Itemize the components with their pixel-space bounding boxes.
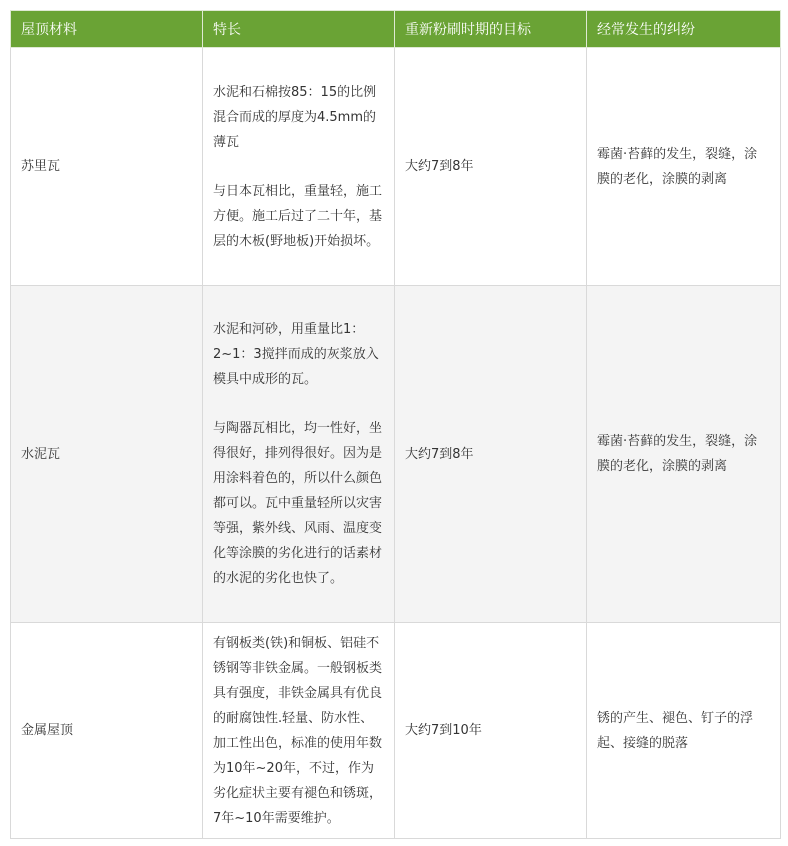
roof-material-table-container bbox=[10, 10, 780, 839]
roof-material-table bbox=[10, 10, 781, 839]
table-header bbox=[11, 11, 781, 48]
table-row bbox=[11, 623, 781, 839]
cell-feature bbox=[203, 623, 395, 839]
feature-paragraph: 与陶器瓦相比，均一性好，坐得很好，排列得很好。因为是用涂料着色的，所以什么颜色都可以。瓦中重量轻所以灾害等强，紫外线、风雨、温度变化等涂膜的劣化进行的话素材的水泥的劣化也快了。 bbox=[213, 421, 383, 586]
header-repaint-target: 重新粉刷时期的目标 bbox=[395, 11, 587, 48]
feature-paragraph: 与日本瓦相比，重量轻，施工方便。施工后过了二十年，基层的木板(野地板)开始损坏。 bbox=[213, 183, 383, 249]
cell-repaint: 大约7到8年 bbox=[395, 48, 587, 286]
feature-paragraph: 水泥和石棉按85：15的比例混合而成的厚度为4.5mm的薄瓦 bbox=[213, 84, 377, 150]
header-row bbox=[11, 11, 781, 48]
header-feature: 特长 bbox=[203, 11, 395, 48]
cell-feature bbox=[203, 48, 395, 286]
header-common-issues: 经常发生的纠纷 bbox=[587, 11, 781, 48]
cell-issues: 霉菌·苔藓的发生，裂缝，涂膜的老化，涂膜的剥离 bbox=[587, 286, 781, 623]
cell-issues: 锈的产生、褪色、钉子的浮起、接缝的脱落 bbox=[587, 623, 781, 839]
cell-feature bbox=[203, 286, 395, 623]
cell-material: 水泥瓦 bbox=[11, 286, 203, 623]
table-body bbox=[11, 48, 781, 839]
feature-paragraph: 有钢板类(铁)和铜板、铝硅不锈钢等非铁金属。一般钢板类具有强度，非铁金属具有优良的耐腐蚀性.轻量、防水性、加工性出色，标准的使用年数为10年~20年，不过，作为劣化症状主要有褪色和锈斑，7年~10年需要维护。 bbox=[213, 635, 383, 826]
cell-material: 苏里瓦 bbox=[11, 48, 203, 286]
cell-repaint: 大约7到8年 bbox=[395, 286, 587, 623]
cell-issues: 霉菌·苔藓的发生，裂缝，涂膜的老化，涂膜的剥离 bbox=[587, 48, 781, 286]
feature-paragraph: 水泥和河砂，用重量比1：2~1：3搅拌而成的灰浆放入模具中成形的瓦。 bbox=[213, 322, 379, 387]
table-row bbox=[11, 286, 781, 623]
header-material: 屋顶材料 bbox=[11, 11, 203, 48]
table-row bbox=[11, 48, 781, 286]
cell-material: 金属屋顶 bbox=[11, 623, 203, 839]
cell-repaint: 大约7到10年 bbox=[395, 623, 587, 839]
